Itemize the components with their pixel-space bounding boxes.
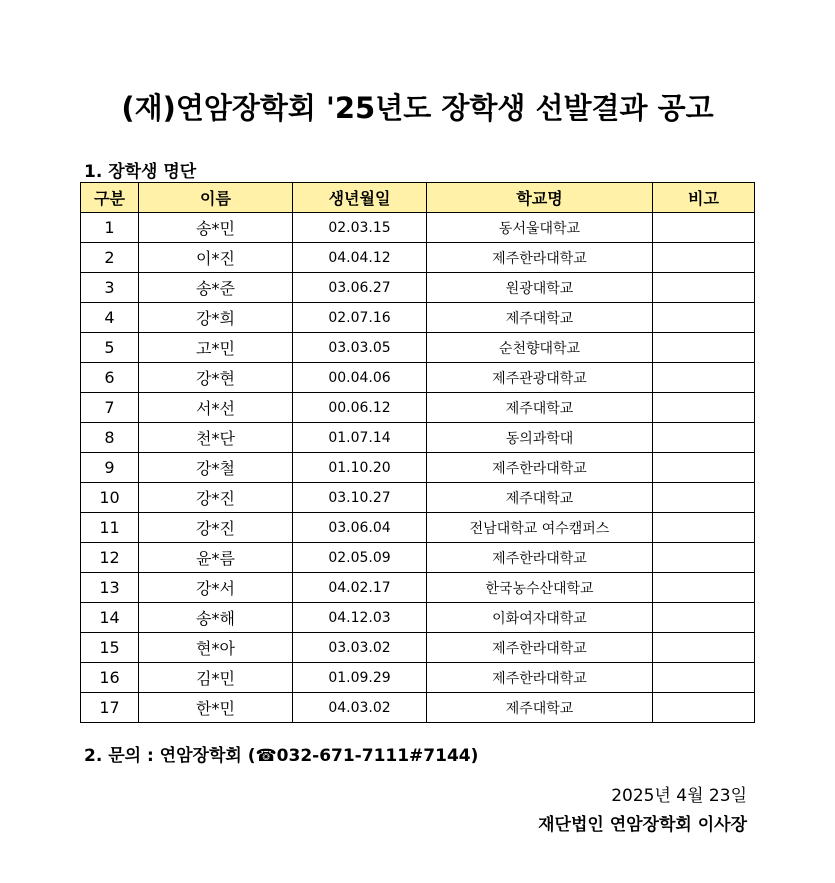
cell-name: 강*진 — [139, 483, 293, 513]
section-roster-heading: 1. 장학생 명단 — [84, 162, 197, 182]
cell-note — [653, 213, 755, 243]
cell-birth: 02.07.16 — [293, 303, 427, 333]
cell-no: 16 — [81, 663, 139, 693]
header-name: 이름 — [139, 183, 293, 213]
cell-name: 강*서 — [139, 573, 293, 603]
header-school: 학교명 — [427, 183, 653, 213]
cell-no: 6 — [81, 363, 139, 393]
cell-name: 강*희 — [139, 303, 293, 333]
table-row — [81, 603, 755, 633]
table-row — [81, 483, 755, 513]
cell-no: 3 — [81, 273, 139, 303]
cell-birth: 02.05.09 — [293, 543, 427, 573]
cell-note — [653, 483, 755, 513]
cell-birth: 03.10.27 — [293, 483, 427, 513]
cell-school: 전남대학교 여수캠퍼스 — [427, 513, 653, 543]
cell-note — [653, 663, 755, 693]
cell-no: 10 — [81, 483, 139, 513]
cell-no: 4 — [81, 303, 139, 333]
cell-school: 제주관광대학교 — [427, 363, 653, 393]
table-row — [81, 633, 755, 663]
contact-info: 2. 문의 : 연암장학회 (☎032-671-7111#7144) — [84, 746, 479, 766]
cell-name: 천*단 — [139, 423, 293, 453]
cell-name: 송*민 — [139, 213, 293, 243]
cell-birth: 00.04.06 — [293, 363, 427, 393]
cell-birth: 01.07.14 — [293, 423, 427, 453]
table-row — [81, 573, 755, 603]
table-row — [81, 663, 755, 693]
cell-name: 고*민 — [139, 333, 293, 363]
cell-no: 1 — [81, 213, 139, 243]
cell-school: 제주대학교 — [427, 483, 653, 513]
cell-school: 제주대학교 — [427, 303, 653, 333]
cell-name: 한*민 — [139, 693, 293, 723]
cell-no: 15 — [81, 633, 139, 663]
table-row — [81, 393, 755, 423]
cell-birth: 03.03.02 — [293, 633, 427, 663]
table-row — [81, 273, 755, 303]
cell-school: 동서울대학교 — [427, 213, 653, 243]
cell-name: 현*아 — [139, 633, 293, 663]
cell-school: 원광대학교 — [427, 273, 653, 303]
table-row — [81, 423, 755, 453]
cell-name: 김*민 — [139, 663, 293, 693]
table-row — [81, 213, 755, 243]
cell-school: 제주한라대학교 — [427, 453, 653, 483]
table-row — [81, 363, 755, 393]
announcement-date: 2025년 4월 23일 — [611, 786, 747, 806]
cell-no: 14 — [81, 603, 139, 633]
table-row — [81, 513, 755, 543]
cell-name: 이*진 — [139, 243, 293, 273]
cell-name: 송*준 — [139, 273, 293, 303]
table-row — [81, 543, 755, 573]
cell-name: 강*철 — [139, 453, 293, 483]
cell-note — [653, 453, 755, 483]
cell-school: 제주한라대학교 — [427, 543, 653, 573]
cell-school: 이화여자대학교 — [427, 603, 653, 633]
table-row — [81, 303, 755, 333]
cell-note — [653, 393, 755, 423]
cell-school: 한국농수산대학교 — [427, 573, 653, 603]
table-row — [81, 333, 755, 363]
cell-birth: 03.03.05 — [293, 333, 427, 363]
signer-name: 재단법인 연암장학회 이사장 — [538, 815, 747, 835]
cell-birth: 03.06.04 — [293, 513, 427, 543]
cell-no: 2 — [81, 243, 139, 273]
table-row — [81, 693, 755, 723]
cell-no: 5 — [81, 333, 139, 363]
cell-school: 제주한라대학교 — [427, 663, 653, 693]
cell-note — [653, 693, 755, 723]
cell-note — [653, 333, 755, 363]
cell-school: 제주한라대학교 — [427, 633, 653, 663]
cell-name: 윤*름 — [139, 543, 293, 573]
cell-birth: 01.10.20 — [293, 453, 427, 483]
table-body — [81, 213, 755, 723]
cell-birth: 04.12.03 — [293, 603, 427, 633]
cell-school: 동의과학대 — [427, 423, 653, 453]
cell-birth: 03.06.27 — [293, 273, 427, 303]
header-birth: 생년월일 — [293, 183, 427, 213]
cell-birth: 01.09.29 — [293, 663, 427, 693]
cell-no: 13 — [81, 573, 139, 603]
cell-no: 7 — [81, 393, 139, 423]
cell-school: 제주한라대학교 — [427, 243, 653, 273]
cell-school: 제주대학교 — [427, 693, 653, 723]
table-row — [81, 453, 755, 483]
cell-no: 12 — [81, 543, 139, 573]
scholarship-roster-table — [80, 182, 755, 723]
cell-note — [653, 603, 755, 633]
cell-name: 강*현 — [139, 363, 293, 393]
cell-name: 송*해 — [139, 603, 293, 633]
header-note: 비고 — [653, 183, 755, 213]
cell-note — [653, 573, 755, 603]
cell-birth: 04.02.17 — [293, 573, 427, 603]
cell-note — [653, 423, 755, 453]
cell-note — [653, 633, 755, 663]
cell-note — [653, 513, 755, 543]
cell-note — [653, 363, 755, 393]
table-row — [81, 243, 755, 273]
cell-birth: 04.04.12 — [293, 243, 427, 273]
cell-note — [653, 273, 755, 303]
cell-no: 8 — [81, 423, 139, 453]
header-no: 구분 — [81, 183, 139, 213]
cell-name: 강*진 — [139, 513, 293, 543]
page-title: (재)연암장학회 '25년도 장학생 선발결과 공고 — [121, 91, 714, 125]
cell-school: 순천향대학교 — [427, 333, 653, 363]
table-header-row — [81, 183, 755, 213]
cell-note — [653, 303, 755, 333]
cell-no: 9 — [81, 453, 139, 483]
cell-birth: 02.03.15 — [293, 213, 427, 243]
cell-birth: 04.03.02 — [293, 693, 427, 723]
cell-school: 제주대학교 — [427, 393, 653, 423]
cell-no: 11 — [81, 513, 139, 543]
cell-no: 17 — [81, 693, 139, 723]
cell-note — [653, 543, 755, 573]
cell-note — [653, 243, 755, 273]
cell-birth: 00.06.12 — [293, 393, 427, 423]
cell-name: 서*선 — [139, 393, 293, 423]
